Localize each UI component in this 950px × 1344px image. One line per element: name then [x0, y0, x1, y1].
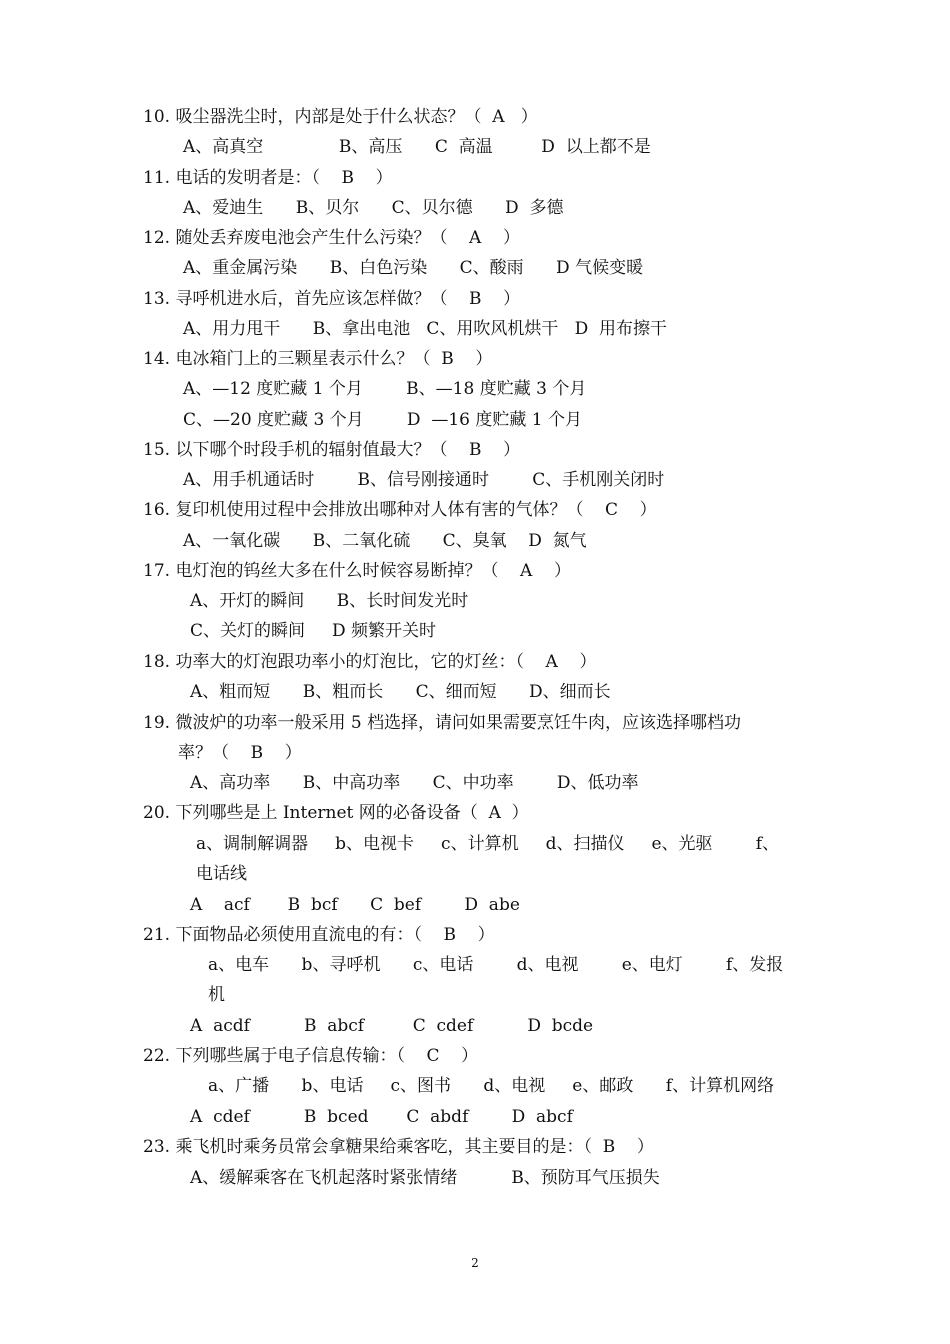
options-22: A cdef B bced C abdf D abcf — [190, 1107, 573, 1127]
question-12: 12. 随处丢弃废电池会产生什么污染？（ A ） — [143, 228, 520, 248]
question-18: 18. 功率大的灯泡跟功率小的灯泡比，它的灯丝：（ A ） — [143, 652, 597, 672]
question-22: 22. 下列哪些属于电子信息传输：（ C ） — [143, 1046, 479, 1066]
options-23: A、缓解乘客在飞机起落时紧张情绪 B、预防耳气压损失 — [190, 1168, 660, 1188]
question-20: 20. 下列哪些是上 Internet 网的必备设备（ A ） — [143, 803, 529, 823]
question-17: 17. 电灯泡的钨丝大多在什么时候容易断掉？（ A ） — [143, 561, 571, 581]
question-21: 21. 下面物品必须使用直流电的有：（ B ） — [143, 925, 495, 945]
options-14a: A、—12 度贮藏 1 个月 B、—18 度贮藏 3 个月 — [183, 379, 587, 399]
question-15: 15. 以下哪个时段手机的辐射值最大？（ B ） — [143, 440, 521, 460]
options-18: A、粗而短 B、粗而长 C、细而短 D、细而长 — [190, 682, 611, 702]
items-20: a、调制解调器 b、电视卡 c、计算机 d、扫描仪 e、光驱 f、 — [196, 834, 780, 854]
question-23: 23. 乘飞机时乘务员常会拿糖果给乘客吃，其主要目的是：（ B ） — [143, 1137, 654, 1157]
options-21: A acdf B abcf C cdef D bcde — [190, 1016, 594, 1036]
options-19: A、高功率 B、中高功率 C、中功率 D、低功率 — [190, 773, 639, 793]
items-21: a、电车 b、寻呼机 c、电话 d、电视 e、电灯 f、发报 — [208, 955, 784, 975]
items-21-cont: 机 — [208, 985, 225, 1005]
page-number: 2 — [471, 1256, 479, 1270]
options-15: A、用手机通话时 B、信号刚接通时 C、手机刚关闭时 — [183, 470, 665, 490]
items-20-cont: 电话线 — [196, 864, 247, 884]
items-22: a、广播 b、电话 c、图书 d、电视 e、邮政 f、计算机网络 — [208, 1076, 775, 1096]
options-14b: C、—20 度贮藏 3 个月 D —16 度贮藏 1 个月 — [183, 410, 582, 430]
options-16: A、一氧化碳 B、二氧化硫 C、臭氧 D 氮气 — [183, 531, 587, 551]
question-14: 14. 电冰箱门上的三颗星表示什么？（ B ） — [143, 349, 493, 369]
options-11: A、爱迪生 B、贝尔 C、贝尔德 D 多德 — [183, 198, 564, 218]
options-13: A、用力甩干 B、拿出电池 C、用吹风机烘干 D 用布擦干 — [183, 319, 668, 339]
question-16: 16. 复印机使用过程中会排放出哪种对人体有害的气体？（ C ） — [143, 500, 657, 520]
question-11: 11. 电话的发明者是：（ B ） — [143, 168, 393, 188]
question-13: 13. 寻呼机进水后，首先应该怎样做？（ B ） — [143, 289, 521, 309]
options-20: A acf B bcf C bef D abe — [190, 895, 520, 915]
options-10: A、高真空 B、高压 C 高温 D 以上都不是 — [183, 137, 651, 157]
options-12: A、重金属污染 B、白色污染 C、酸雨 D 气候变暖 — [183, 258, 644, 278]
options-17b: C、关灯的瞬间 D 频繁开关时 — [190, 621, 437, 641]
options-17a: A、开灯的瞬间 B、长时间发光时 — [190, 591, 469, 611]
question-19: 19. 微波炉的功率一般采用 5 档选择，请问如果需要烹饪牛肉，应该选择哪档功 — [143, 713, 742, 733]
question-19-cont: 率？（ B ） — [178, 743, 302, 763]
question-10: 10. 吸尘器洗尘时，内部是处于什么状态？（ A ） — [143, 107, 538, 127]
